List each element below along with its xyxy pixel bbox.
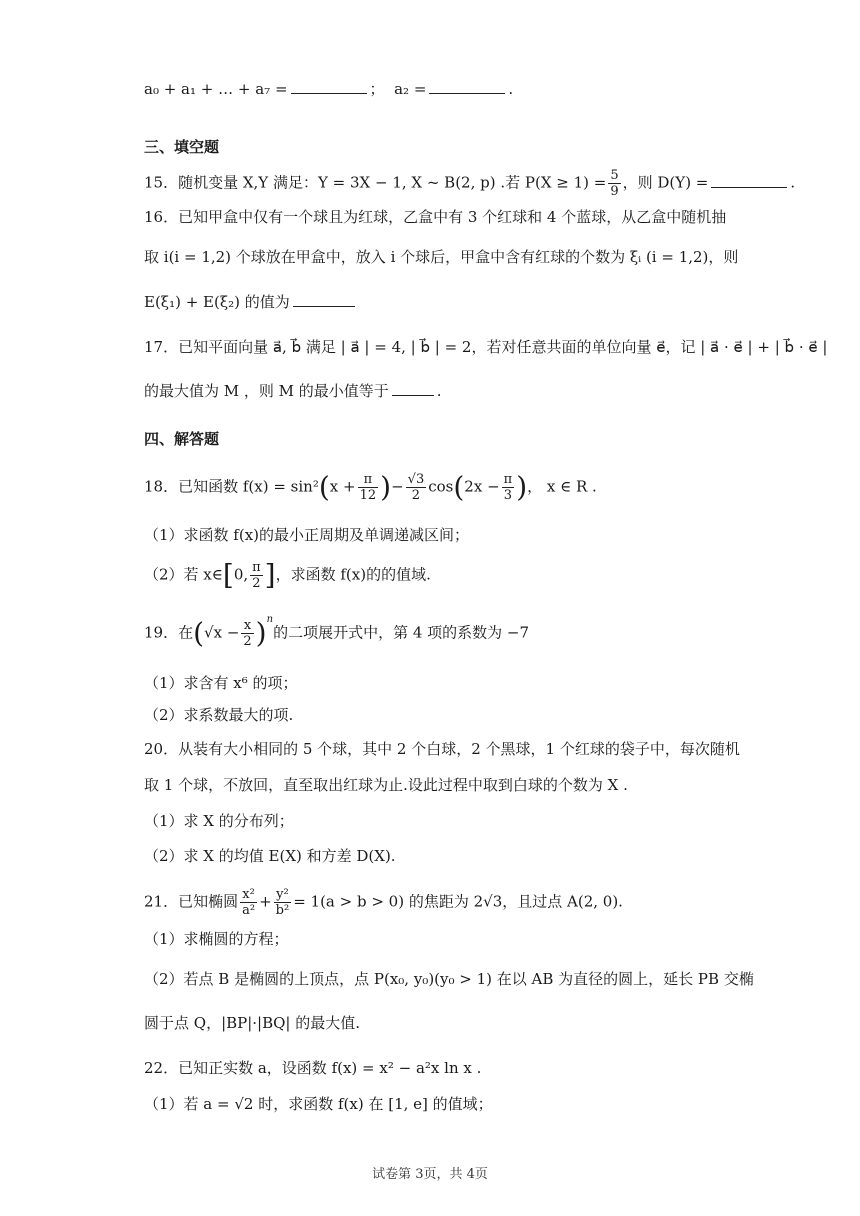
fraction: $\frac{\text{x²}}{\text{a²}}$ [242, 887, 256, 918]
question-15: 15．随机变量 X,Y 满足：Y = 3X − 1, X ~ B(2, p) .若 P(X ≥ 1) = $\frac{5}{9}$ ，则 D(Y) = . [144, 168, 796, 199]
question-17-line1: 17．已知平面向量 a⃗, b⃗ 满足 | a⃗ | = 4, | b⃗ | = 2，若对任意共面的单位向量 e⃗，记 | a⃗ · e⃗ | + | b⃗ · e⃗ | [144, 338, 828, 356]
question-20-part1: （1）求 X 的分布列； [144, 812, 294, 830]
question-21: 21．已知椭圆 $\frac{\text{x²}}{\text{a²}}$ + $\frac{\text{y²}}{\text{b²}}$ = 1(a > b > 0) 的焦距为 2√3，且过点 A(2, 0). [144, 887, 623, 918]
fraction: $\frac{\pi}{12}$ [359, 472, 377, 503]
answer-blank-16[interactable] [293, 292, 355, 307]
question-18: 18．已知函数 f(x) = sin²(x + $\frac{\pi}{12}$ )− $\frac{√3}{2}$ cos(2x − $\frac{\pi}{3}$ )， x ∈ R . [144, 470, 597, 504]
question-20-part2: （2）求 X 的均值 E(X) 和方差 D(X). [144, 847, 396, 865]
question-18-part1: （1）求函数 f(x)的最小正周期及单调递减区间； [144, 526, 470, 544]
fraction: $\frac{5}{9}$ [610, 168, 619, 199]
question-22-part1: （1）若 a = √2 时，求函数 f(x) 在 [1, e] 的值域； [144, 1095, 493, 1113]
question-21-part2-line1: （2）若点 B 是椭圆的上顶点，点 P(x₀, y₀)(y₀ > 1) 在以 AB 为直径的圆上，延长 PB 交椭 [144, 970, 754, 988]
fraction: $\frac{√3}{2}$ [407, 472, 425, 503]
section-title-fill: 三、填空题 [144, 138, 220, 156]
question-19-part1: （1）求含有 x⁶ 的项； [144, 674, 298, 692]
fraction: $\frac{x}{2}$ [243, 618, 252, 649]
question-17-line2: 的最大值为 M ，则 M 的最小值等于 . [144, 382, 442, 400]
top-fill-line: a₀ + a₁ + … + a₇ = ； a₂ = . [144, 80, 514, 98]
fraction: $\frac{\text{y²}}{\text{b²}}$ [275, 887, 290, 918]
question-20-line2: 取 1 个球，不放回，直至取出红球为止.设此过程中取到白球的个数为 X . [144, 776, 628, 794]
question-18-part2: （2）若 x∈[0, $\frac{\pi}{2}$ ]，求函数 f(x)的的值域. [144, 558, 431, 592]
fraction: $\frac{\pi}{2}$ [252, 560, 261, 591]
question-16-line3: E(ξ₁) + E(ξ₂) 的值为 [144, 291, 358, 313]
question-21-part1: （1）求椭圆的方程； [144, 930, 289, 948]
a2-expression: a₂ = [394, 80, 427, 98]
answer-blank-17[interactable] [392, 381, 434, 396]
page-footer: 试卷第 3页，共 4页 [372, 1167, 488, 1182]
question-19: 19．在(√x − $\frac{x}{2}$ )$^n$的二项展开式中，第 4 项的系数为 −7 [144, 613, 530, 650]
sum-expression: a₀ + a₁ + … + a₇ = [144, 80, 288, 98]
question-19-part2: （2）求系数最大的项. [144, 706, 294, 724]
fraction: $\frac{\pi}{3}$ [503, 472, 513, 503]
question-21-part2-line2: 圆于点 Q，|BP|·|BQ| 的最大值. [144, 1014, 361, 1032]
section-title-solve: 四、解答题 [144, 430, 220, 448]
question-20-line1: 20．从装有大小相同的 5 个球，其中 2 个白球，2 个黑球，1 个红球的袋子中，每次随机 [144, 740, 740, 758]
question-16-line2: 取 i(i = 1,2) 个球放在甲盒中，放入 i 个球后，甲盒中含有红球的个数为 ξᵢ (i = 1,2)，则 [144, 248, 739, 266]
answer-blank-sum[interactable] [291, 79, 367, 94]
question-22: 22．已知正实数 a，设函数 f(x) = x² − a²x ln x . [144, 1059, 482, 1077]
question-16-line1: 16．已知甲盒中仅有一个球且为红球，乙盒中有 3 个红球和 4 个蓝球，从乙盒中随机抽 [144, 208, 727, 226]
answer-blank-15[interactable] [711, 173, 787, 188]
answer-blank-a2[interactable] [429, 79, 505, 94]
